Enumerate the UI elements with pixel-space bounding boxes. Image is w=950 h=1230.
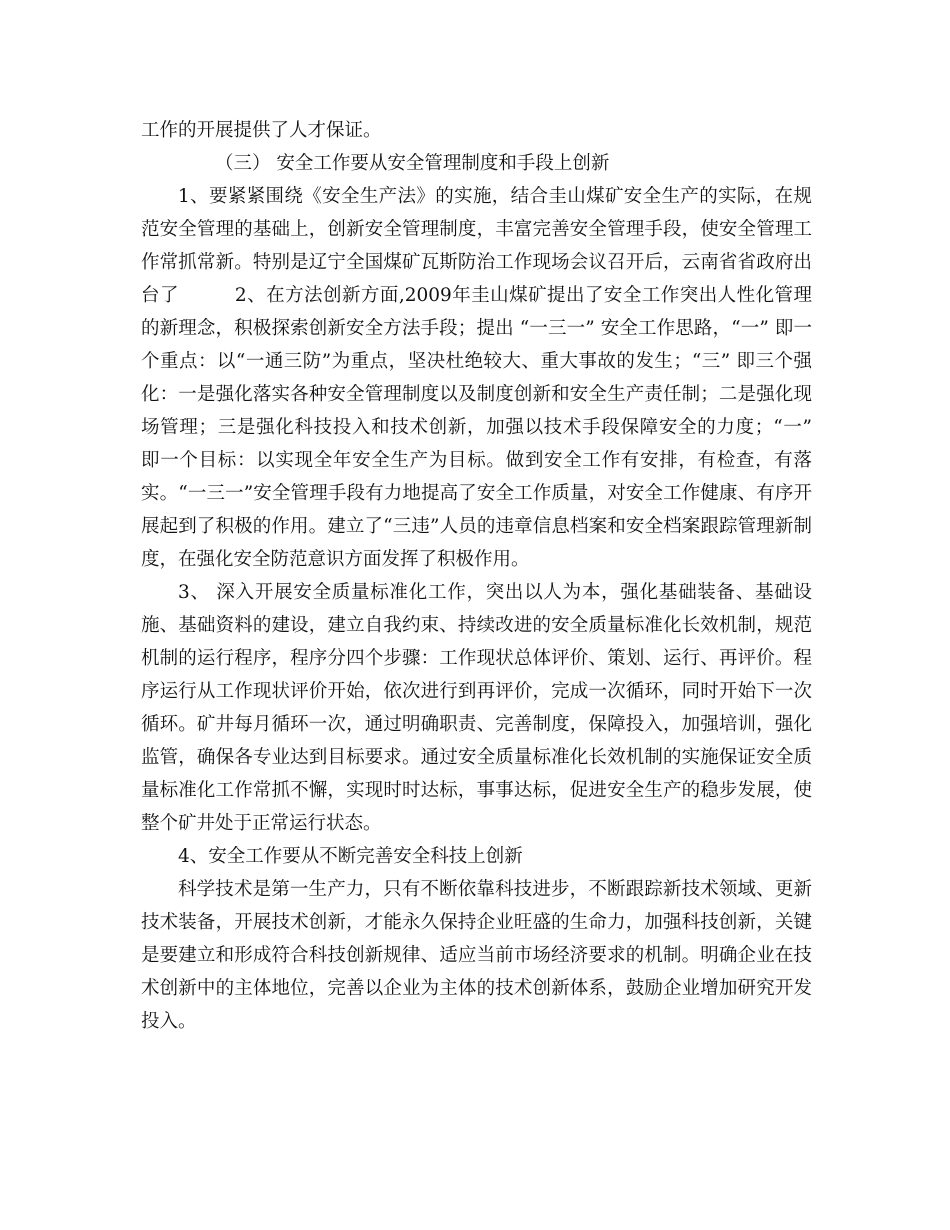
section-heading-3: （三） 安全工作要从安全管理制度和手段上创新 <box>215 153 610 174</box>
paragraph-item-3: 3、 深入开展安全质量标准化工作，突出以人为本，强化基础装备、基础设施、基础资料的建设，建立自我约束、持续改进的安全质量标准化长效机制，规范机制的运行程序，程序分四个步骤：工作现状总体评价、策划、运行、再评价。程序运行从工作现状评价开始，依次进行到再评价，完成一次循环，同时开始下一次循环。矿井每月循环一次，通过明确职责、完善制度，保障投入，加强培训，强化监管，确保各专业达到目标要求。通过安全质量标准化长效机制的实施保证安全质量标准化工作常抓不懈，实现时时达标，事事达标，促进安全生产的稳步发展，使整个矿井处于正常运行状态。 <box>141 582 812 834</box>
paragraph-science: 科学技术是第一生产力，只有不断依靠科技进步，不断跟踪新技术领域、更新技术装备，开展技术创新，才能永久保持企业旺盛的生命力，加强科技创新，关键是要建立和形成符合科技创新规律、适应当前市场经济要求的机制。明确企业在技术创新中的主体地位，完善以企业为主体的技术创新体系，鼓励企业增加研究开发投入。 <box>141 879 812 1032</box>
paragraph-item-1: 1、要紧紧围绕《安全生产法》的实施，结合圭山煤矿安全生产的实际，在规范安全管理的基础上，创新安全管理制度，丰富完善安全管理手段，使安全管理工作常抓常新。特别是辽宁全国煤矿瓦斯防治工作现场会议召开后，云南省省政府出台了 <box>141 186 812 306</box>
paragraph-item-1-2 <box>141 180 812 576</box>
paragraph-item-2: 2、在方法创新方面,2009年圭山煤矿提出了安全工作突出人性化管理的新理念，积极探索创新安全方法手段；提出 “一三一” 安全工作思路，“一” 即一个重点：以“一通三防”为重点，坚决杜绝较大、重大事故的发生；“三” 即三个强化：一是强化落实各种安全管理制度以及制度创新和安全生产责任制；二是强化现场管理；三是强化科技投入和技术创新，加强以技术手段保障安全的力度；“一” 即一个目标：以实现全年安全生产为目标。做到安全工作有安排，有检查，有落实。“一三一”安全管理手段有力地提高了安全工作质量，对安全工作健康、有序开展起到了积极的作用。建立了“三违”人员的违章信息档案和安全档案跟踪管理新制度，在强化安全防范意识方面发挥了积极作用。 <box>141 285 812 570</box>
paragraph-continued: 工作的开展提供了人才保证。 <box>141 120 382 141</box>
document-body <box>141 114 812 1038</box>
subsection-heading-4: 4、安全工作要从不断完善安全科技上创新 <box>178 846 523 867</box>
